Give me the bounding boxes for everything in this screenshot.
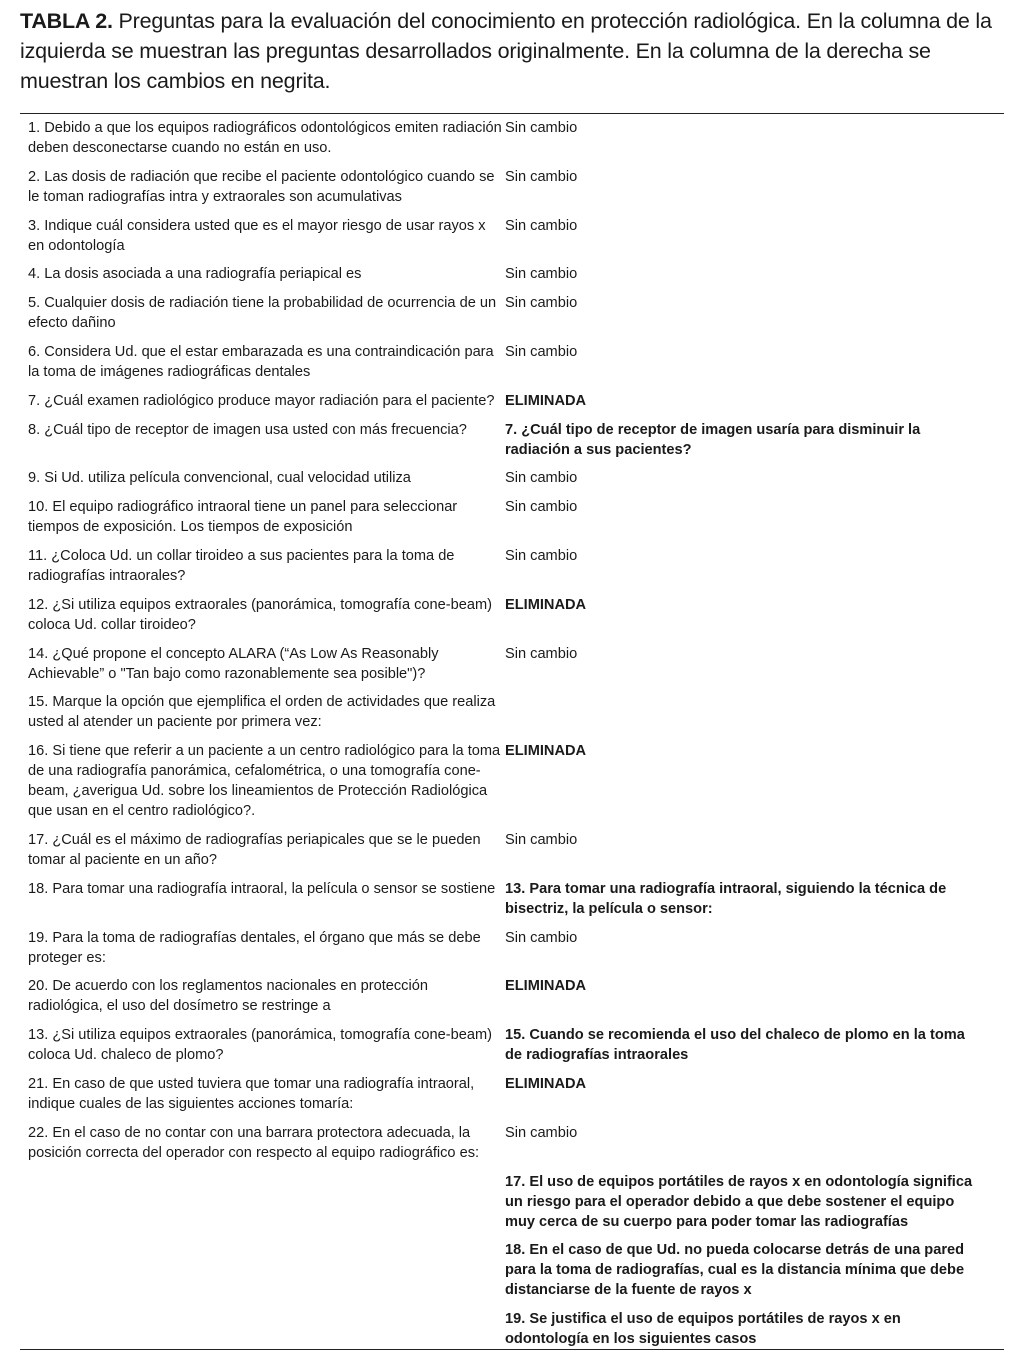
original-question: 2. Las dosis de radiación que recibe el paciente odontológico cuando se le toman radiografías intra y extraorales son acumulativas xyxy=(28,168,495,205)
change-cell: ELIMINADA xyxy=(505,743,587,760)
original-question: 15. Marque la opción que ejemplifica el orden de actividades que realiza usted al atender un paciente por primera vez: xyxy=(28,694,496,731)
table-row xyxy=(28,741,1003,830)
table-row xyxy=(28,1240,1003,1309)
table-row xyxy=(28,167,1003,216)
original-question: 12. ¿Si utiliza equipos extraorales (panorámica, tomografía cone-beam) coloca Ud. collar tiroideo? xyxy=(28,596,492,633)
original-question: 7. ¿Cuál examen radiológico produce mayor radiación para el paciente? xyxy=(28,392,495,409)
change-cell: ELIMINADA xyxy=(505,596,587,613)
table-row xyxy=(28,546,1003,595)
change-cell: ELIMINADA xyxy=(505,392,587,409)
original-question: 1. Debido a que los equipos radiográficos odontológicos emiten radiación deben desconectarse cuando no están en uso. xyxy=(28,120,502,156)
table-row xyxy=(28,497,1003,546)
change-cell: Sin cambio xyxy=(505,295,578,312)
original-question: 4. La dosis asociada a una radiografía periapical es xyxy=(28,266,362,283)
change-cell: Sin cambio xyxy=(505,470,578,487)
change-cell: Sin cambio xyxy=(505,831,578,848)
original-question: 9. Si Ud. utiliza película convencional, cual velocidad utiliza xyxy=(28,470,411,487)
table-row xyxy=(28,468,1003,497)
table-row xyxy=(28,692,1003,741)
original-question: 14. ¿Qué propone el concepto ALARA (“As Low As Reasonably Achievable” o "Tan bajo como razonablemente sea posible")? xyxy=(28,645,439,682)
original-question: 20. De acuerdo con los reglamentos nacionales en protección radiológica, el uso del dosímetro se restringe a xyxy=(28,978,428,1015)
change-cell: Sin cambio xyxy=(505,499,578,516)
table-bottom-rule xyxy=(20,1349,1004,1350)
table-row xyxy=(28,1172,1003,1241)
table-row xyxy=(28,644,1003,693)
change-cell: 7. ¿Cuál tipo de receptor de imagen usaría para disminuir la radiación a sus pacientes? xyxy=(505,421,921,458)
table-row xyxy=(28,1025,1003,1074)
table-top-rule xyxy=(20,113,1004,114)
change-cell: ELIMINADA xyxy=(505,978,587,995)
original-question: 3. Indique cuál considera usted que es el mayor riesgo de usar rayos x en odontología xyxy=(28,217,486,254)
change-cell: 19. Se justifica el uso de equipos portátiles de rayos x en odontología en los siguientes casos xyxy=(505,1311,901,1348)
table-row xyxy=(28,830,1003,879)
questions-table xyxy=(28,118,1003,1358)
table-row xyxy=(28,264,1003,293)
caption-text: Preguntas para la evaluación del conocimiento en protección radiológica. En la columna de la izquierda se muestran las preguntas desarrollados originalmente. En la columna de la derecha se muestran los cambios en negrita. xyxy=(20,9,992,93)
original-question: 13. ¿Si utiliza equipos extraorales (panorámica, tomografía cone-beam) coloca Ud. chaleco de plomo? xyxy=(28,1027,492,1064)
original-question: 16. Si tiene que referir a un paciente a un centro radiológico para la toma de una radiografía panorámica, cefalométrica, o una tomografía cone-beam, ¿averigua Ud. sobre los lineamientos de Protección Radiológica que usan en el centro radiológico?. xyxy=(28,743,501,820)
change-cell xyxy=(505,692,980,732)
change-cell: Sin cambio xyxy=(505,217,578,234)
original-question: 8. ¿Cuál tipo de receptor de imagen usa usted con más frecuencia? xyxy=(28,421,467,438)
original-question: 22. En el caso de no contar con una barrara protectora adecuada, la posición correcta del operador con respecto al equipo radiográfico es: xyxy=(28,1124,480,1161)
original-question: 10. El equipo radiográfico intraoral tiene un panel para seleccionar tiempos de exposición. Los tiempos de exposición xyxy=(28,499,458,536)
original-question: 5. Cualquier dosis de radiación tiene la probabilidad de ocurrencia de un efecto dañino xyxy=(28,295,497,332)
change-cell: Sin cambio xyxy=(505,343,578,360)
table-row xyxy=(28,1309,1003,1358)
table-row xyxy=(28,118,1003,167)
table-row xyxy=(28,391,1003,420)
change-cell: Sin cambio xyxy=(505,645,578,662)
original-question: 17. ¿Cuál es el máximo de radiografías periapicales que se le pueden tomar al paciente en un año? xyxy=(28,831,481,868)
change-cell: Sin cambio xyxy=(505,1124,578,1141)
change-cell: 18. En el caso de que Ud. no pueda colocarse detrás de una pared para la toma de radiografías, cual es la distancia mínima que debe distanciarse de la fuente de rayos x xyxy=(505,1242,965,1299)
original-question xyxy=(28,1240,505,1300)
change-cell: Sin cambio xyxy=(505,120,578,136)
original-question: 19. Para la toma de radiografías dentales, el órgano que más se debe proteger es: xyxy=(28,929,481,966)
table-row xyxy=(28,976,1003,1025)
change-cell: 17. El uso de equipos portátiles de rayos x en odontología significa un riesgo para el operador debido a que debe sostener el equipo muy cerca de su cuerpo para poder tomar las radiografías xyxy=(505,1173,973,1230)
table-row xyxy=(28,595,1003,644)
table-caption xyxy=(20,6,1005,96)
original-question: 18. Para tomar una radiografía intraoral, la película o sensor se sostiene xyxy=(28,880,496,897)
original-question: 11. ¿Coloca Ud. un collar tiroideo a sus pacientes para la toma de radiografías intraorales? xyxy=(28,547,455,584)
change-cell: ELIMINADA xyxy=(505,1075,587,1092)
table-row xyxy=(28,293,1003,342)
original-question xyxy=(28,1309,505,1349)
original-question: 21. En caso de que usted tuviera que tomar una radiografía intraoral, indique cuales de las siguientes acciones tomaría: xyxy=(28,1075,475,1112)
change-cell: Sin cambio xyxy=(505,929,578,946)
original-question: 6. Considera Ud. que el estar embarazada es una contraindicación para la toma de imágenes radiográficas dentales xyxy=(28,343,494,380)
change-cell: 13. Para tomar una radiografía intraoral, siguiendo la técnica de bisectriz, la película o sensor: xyxy=(505,880,947,917)
caption-label: TABLA 2. xyxy=(20,9,113,33)
table-row xyxy=(28,1123,1003,1172)
change-cell: Sin cambio xyxy=(505,168,578,185)
change-cell: Sin cambio xyxy=(505,547,578,564)
table-row xyxy=(28,342,1003,391)
table-row xyxy=(28,879,1003,928)
table-row xyxy=(28,420,1003,469)
change-cell: Sin cambio xyxy=(505,266,578,283)
table-row xyxy=(28,1074,1003,1123)
table-row xyxy=(28,216,1003,265)
original-question xyxy=(28,1172,505,1232)
table-row xyxy=(28,928,1003,977)
change-cell: 15. Cuando se recomienda el uso del chaleco de plomo en la toma de radiografías intraorales xyxy=(505,1027,965,1064)
